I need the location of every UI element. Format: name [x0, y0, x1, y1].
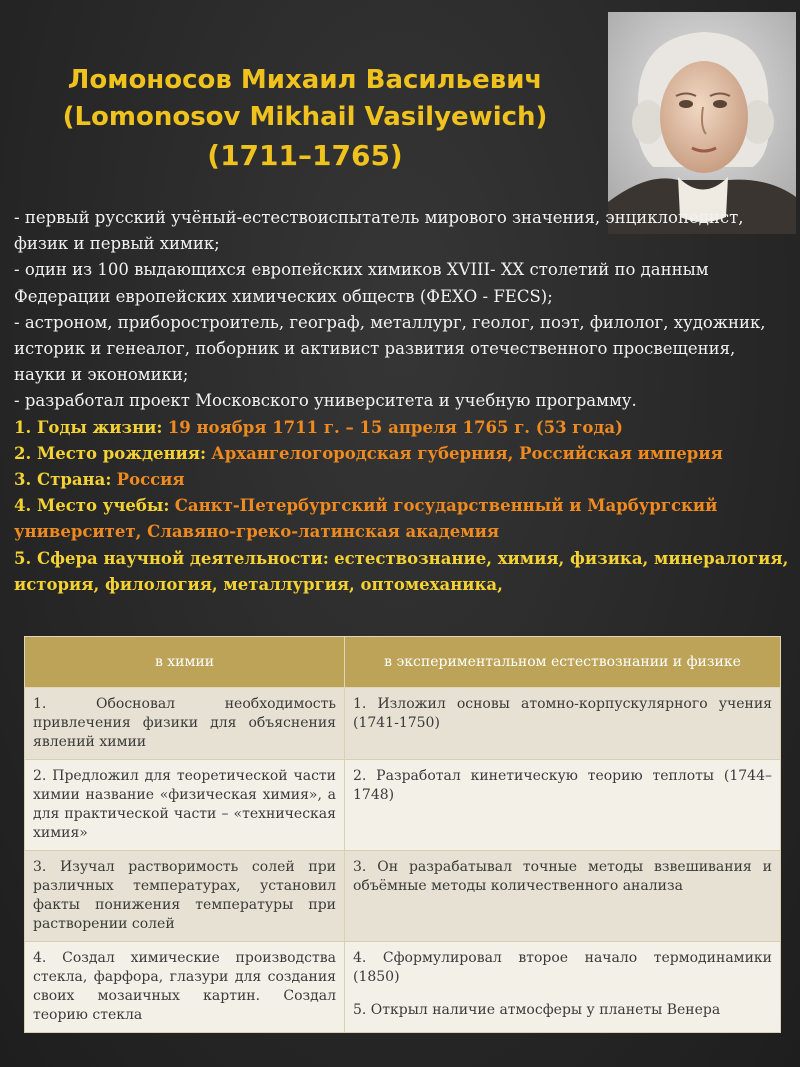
table-row [25, 688, 781, 760]
cell-chemistry: 2. Предложил для теоретической части химии название «физическая химия», а для практической части – «техническая химия» [25, 760, 345, 851]
bio-text [14, 205, 790, 598]
fact-years [14, 415, 790, 441]
fact-label: 5. Сфера научной деятельности: [14, 548, 329, 568]
header-physics: в экспериментальном естествознании и физике [345, 637, 781, 688]
cell-physics: 2. Разработал кинетическую теорию теплоты (1744–1748) [345, 760, 781, 851]
fact-label: 1. Годы жизни: [14, 417, 163, 437]
cell-physics: 1. Изложил основы атомно-корпускулярного учения (1741-1750) [345, 688, 781, 760]
bullet-3: - астроном, приборостроитель, географ, металлург, геолог, поэт, филолог, художник, историк и генеалог, поборник и активист развития отечественного просвещения, науки и экономики; [14, 312, 766, 385]
cell-physics-item: 4. Сформулировал второе начало термодинамики (1850) [353, 950, 772, 985]
table-row [25, 851, 781, 942]
fact-field [14, 546, 790, 598]
cell-physics [345, 942, 781, 1033]
cell-physics-extra: 5. Открыл наличие атмосферы у планеты Венера [353, 1002, 721, 1018]
bullet-1: - первый русский учёный-естествоиспытатель мирового значения, энциклопедист, физик и первый химик; [14, 208, 744, 254]
fact-label: 4. Место учебы: [14, 496, 170, 516]
achievements-table [24, 636, 781, 1033]
cell-spacer [353, 987, 772, 1001]
slide-title [0, 62, 610, 176]
fact-value: Санкт-Петербургский государственный и Марбургский университет, Славяно-греко-латинская академия [14, 496, 718, 542]
fact-country [14, 467, 790, 493]
bullet-2: - один из 100 выдающихся европейских химиков XVIII- XX столетий по данным Федерации европейских химических обществ (ФЕХО - FECS); [14, 260, 709, 306]
fact-education [14, 493, 790, 545]
portrait-drawing [608, 12, 796, 234]
fact-label: 2. Место рождения: [14, 443, 207, 463]
cell-chemistry: 1. Обосновал необходимость привлечения физики для объяснения явлений химии [25, 688, 345, 760]
portrait-image [608, 12, 796, 234]
fact-value: Россия [116, 470, 185, 490]
fact-value: естествознание, химия, физика, минералогия, история, филология, металлургия, оптомеханика, [14, 548, 789, 594]
table-row [25, 760, 781, 851]
title-years: (1711–1765) [207, 139, 403, 172]
bullet-4: - разработал проект Московского университета и учебную программу. [14, 391, 637, 411]
cell-physics: 3. Он разрабатывал точные методы взвешивания и объёмные методы количественного анализа [345, 851, 781, 942]
fact-birthplace [14, 441, 790, 467]
fact-value: 19 ноября 1711 г. – 15 апреля 1765 г. (53 года) [167, 417, 623, 437]
table-header-row [25, 637, 781, 688]
cell-chemistry: 3. Изучал растворимость солей при различных температурах, установил факты понижения температуры при растворении солей [25, 851, 345, 942]
title-latin: (Lomonosov Mikhail Vasilyewich) [62, 102, 548, 132]
fact-value: Архангелогородская губерния, Российская империя [211, 443, 723, 463]
fact-label: 3. Страна: [14, 470, 112, 490]
title-russian: Ломоносов Михаил Васильевич [67, 65, 543, 95]
cell-chemistry: 4. Создал химические производства стекла, фарфора, глазури для создания своих мозаичных картин. Создал теорию стекла [25, 942, 345, 1033]
header-chemistry: в химии [25, 637, 345, 688]
table-row [25, 942, 781, 1033]
